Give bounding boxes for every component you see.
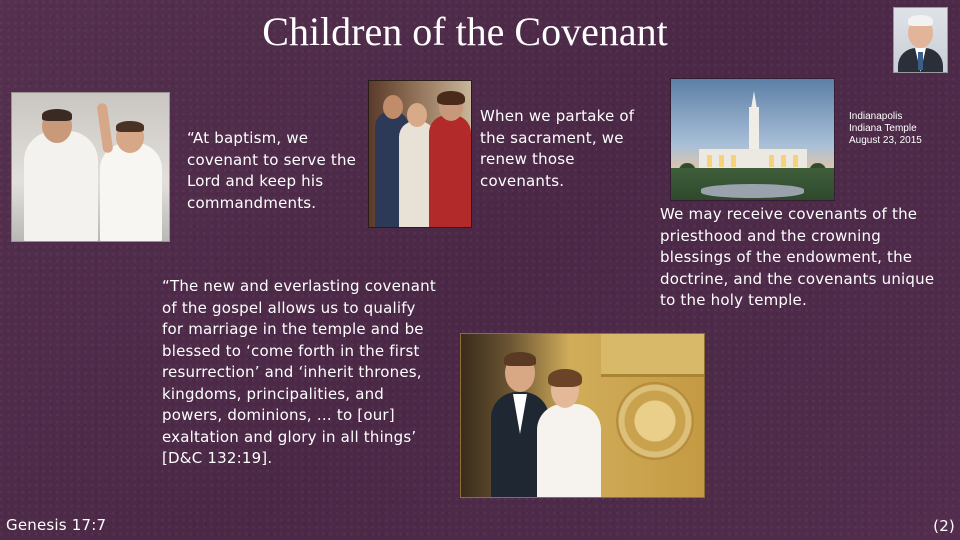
slide-title: Children of the Covenant [262, 9, 668, 54]
baptism-quote: “At baptism, we covenant to serve the Lord and keep his commandments. [187, 129, 357, 212]
sacrament-photo [368, 80, 472, 228]
temple-caption-line3: August 23, 2015 [849, 135, 922, 146]
temple-caption-line2: Indiana Temple [849, 123, 917, 134]
temple-covenants-text: We may receive covenants of the priesthood and the crowning blessings of the endowment, the doctrine, and the covenants unique to the holy temple. [660, 205, 935, 309]
sacrament-text: When we partake of the sacrament, we renew those covenants. [480, 107, 635, 190]
slide-number: (2) [933, 517, 955, 535]
scripture-reference: Genesis 17:7 [6, 516, 107, 534]
speaker-portrait [893, 7, 948, 73]
baptism-photo [11, 92, 170, 242]
temple-caption [849, 111, 949, 147]
wedding-photo [460, 333, 705, 498]
temple-caption-line1: Indianapolis [849, 111, 903, 122]
gospel-covenant-quote: “The new and everlasting covenant of the gospel allows us to qualify for marriage in the temple and be blessed to ‘come forth in the first resurrection’ and ‘inherit thrones, kingdoms, principalities, and powers, dominions, … to [our] exaltation and glory in all things’ [D&C 132:19]. [162, 277, 436, 467]
temple-photo [670, 78, 835, 201]
